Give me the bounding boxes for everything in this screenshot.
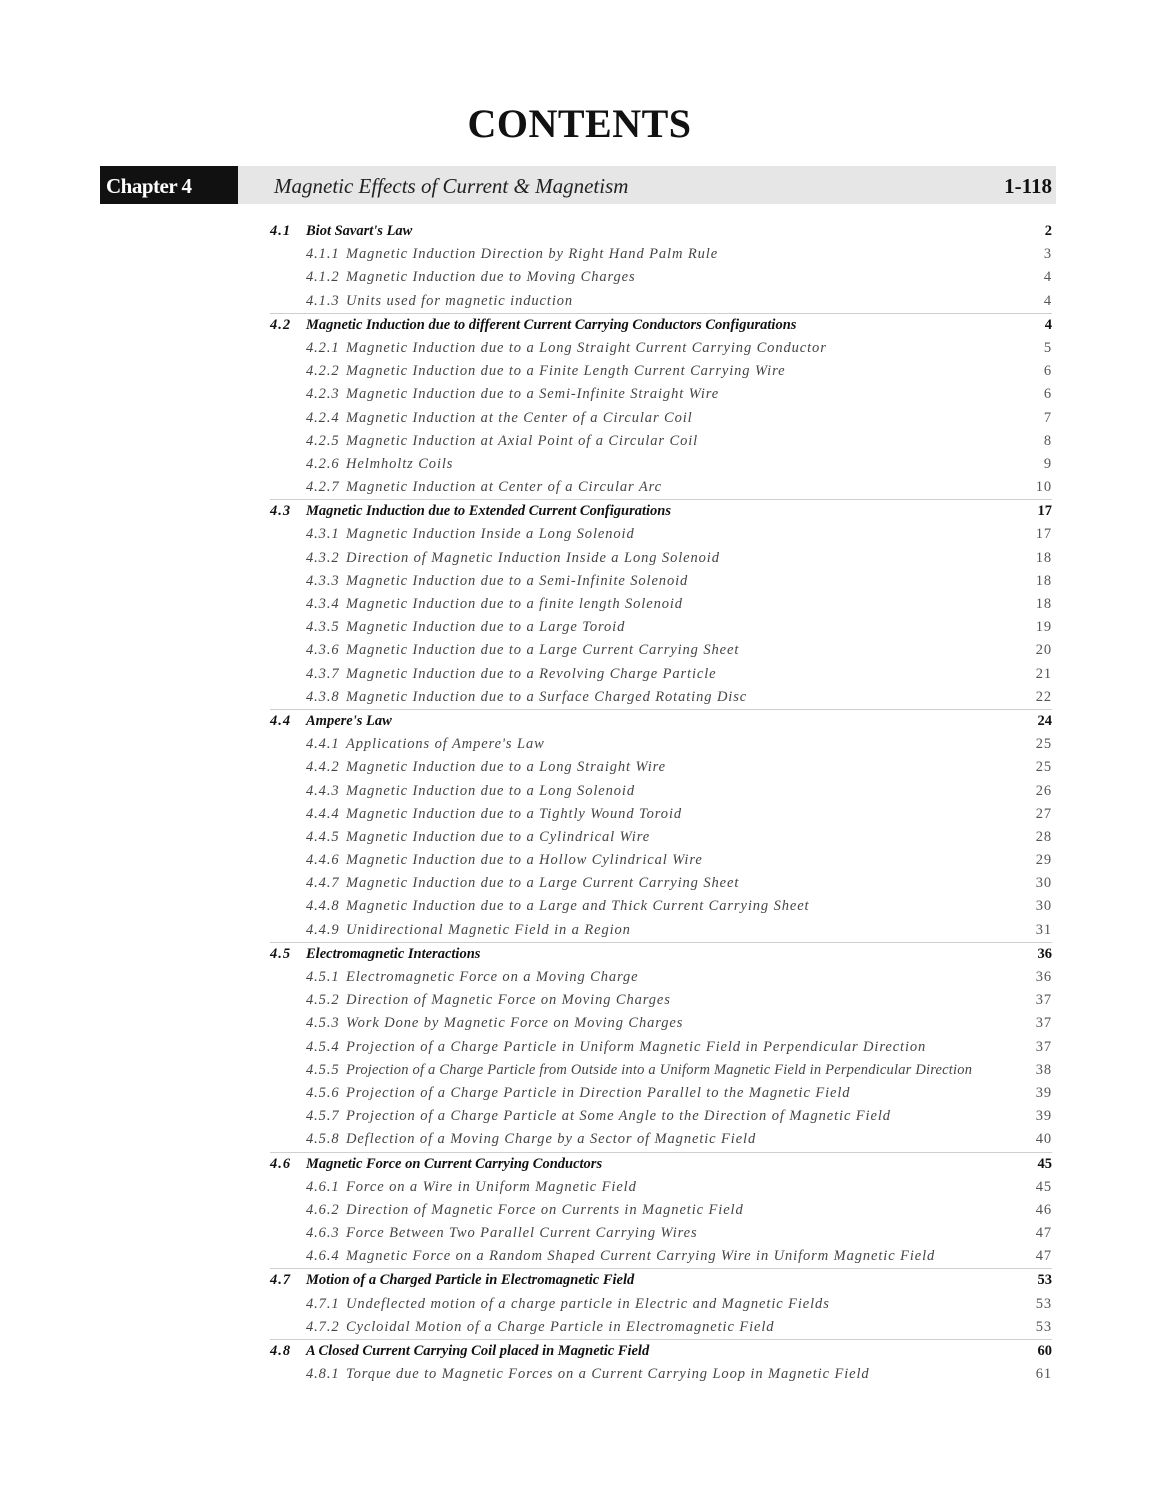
section-number: 4.7 (270, 1272, 292, 1289)
subsection-page: 7 (1043, 409, 1052, 426)
subsection-number: 4.2.6 (306, 455, 340, 472)
subsection-page: 38 (1035, 1061, 1052, 1078)
subsection-title: Magnetic Induction due to a Long Solenoid (346, 782, 636, 799)
subsection-title: Magnetic Induction due to a Finite Length Current Carrying Wire (346, 363, 786, 380)
subsection-page: 4 (1043, 292, 1052, 309)
section-page: 60 (1037, 1343, 1052, 1359)
subsection-title: Magnetic Induction at Center of a Circular Arc (346, 479, 662, 496)
toc-subsection-entry[interactable] (270, 1082, 1052, 1105)
toc-section-entry[interactable] (270, 1153, 1052, 1176)
toc-subsection-entry[interactable] (270, 266, 1052, 289)
subsection-number: 4.3.4 (306, 596, 340, 612)
section-title: Magnetic Force on Current Carrying Conductors (306, 1155, 603, 1172)
subsection-number: 4.5.6 (306, 1084, 340, 1101)
toc-subsection-entry[interactable] (270, 476, 1052, 499)
section-number: 4.1 (270, 223, 292, 239)
subsection-page: 6 (1043, 363, 1052, 380)
toc-subsection-entry[interactable] (270, 1105, 1052, 1128)
toc-subsection-entry[interactable] (270, 663, 1052, 686)
subsection-number: 4.8.1 (306, 1366, 340, 1383)
toc-subsection-entry[interactable] (270, 616, 1052, 639)
subsection-number: 4.4.7 (306, 875, 340, 892)
toc-section-entry[interactable] (270, 500, 1052, 523)
subsection-page: 20 (1035, 642, 1052, 659)
toc-subsection-entry[interactable] (270, 989, 1052, 1012)
toc-section (270, 314, 1052, 501)
toc-section-entry[interactable] (270, 1269, 1052, 1292)
subsection-title: Units used for magnetic induction (346, 292, 574, 309)
toc-subsection-entry[interactable] (270, 1059, 1052, 1082)
subsection-number: 4.4.9 (306, 921, 340, 938)
subsection-page: 5 (1043, 339, 1052, 356)
subsection-title: Projection of a Charge Particle from Outside into a Uniform Magnetic Field in Perpendicular Direction (346, 1061, 973, 1078)
subsection-title: Helmholtz Coils (346, 455, 454, 472)
toc-section (270, 1269, 1052, 1340)
subsection-page: 40 (1035, 1131, 1052, 1148)
subsection-title: Force on a Wire in Uniform Magnetic Field (346, 1178, 637, 1195)
section-page: 4 (1044, 316, 1052, 333)
subsection-page: 18 (1035, 572, 1052, 589)
toc-subsection-entry[interactable] (270, 849, 1052, 872)
subsection-number: 4.3.1 (306, 526, 340, 543)
subsection-title: Magnetic Induction Inside a Long Solenoid (346, 526, 635, 543)
subsection-number: 4.3.8 (306, 688, 340, 705)
toc-subsection-entry[interactable] (270, 1128, 1052, 1151)
subsection-number: 4.3.7 (306, 665, 340, 682)
subsection-number: 4.4.5 (306, 828, 340, 845)
subsection-number: 4.3.3 (306, 572, 340, 589)
subsection-number: 4.7.1 (306, 1295, 340, 1312)
section-title: Biot Savart's Law (306, 223, 413, 239)
subsection-title: Magnetic Induction Direction by Right Hand Palm Rule (346, 246, 719, 263)
subsection-title: Direction of Magnetic Force on Moving Charges (346, 992, 671, 1009)
subsection-title: Magnetic Induction due to a Tightly Wound Toroid (346, 805, 683, 822)
subsection-number: 4.2.5 (306, 432, 340, 449)
subsection-page: 18 (1035, 549, 1052, 566)
toc-subsection-entry[interactable] (270, 453, 1052, 476)
section-page: 45 (1037, 1155, 1052, 1172)
subsection-title: Undeflected motion of a charge particle in Electric and Magnetic Fields (346, 1295, 830, 1312)
toc-subsection-entry[interactable] (270, 1199, 1052, 1222)
subsection-page: 37 (1035, 992, 1052, 1009)
chapter-label: Chapter 4 (100, 166, 238, 204)
toc-section-entry[interactable] (270, 943, 1052, 966)
toc-subsection-entry[interactable] (270, 1036, 1052, 1059)
subsection-title: Magnetic Induction due to a finite length Solenoid (346, 596, 683, 612)
toc-subsection-entry[interactable] (270, 733, 1052, 756)
subsection-title: Magnetic Induction due to a Large Current Carrying Sheet (346, 875, 740, 892)
subsection-number: 4.4.6 (306, 852, 340, 869)
subsection-number: 4.5.1 (306, 969, 340, 985)
section-number: 4.4 (270, 712, 292, 729)
subsection-title: Magnetic Induction due to a Large Toroid (346, 619, 626, 636)
toc-subsection-entry[interactable] (270, 803, 1052, 826)
subsection-page: 19 (1035, 619, 1052, 636)
section-title: Magnetic Induction due to Extended Current Configurations (306, 503, 671, 520)
subsection-page: 28 (1035, 828, 1052, 845)
toc-subsection-entry[interactable] (270, 639, 1052, 662)
subsection-number: 4.2.7 (306, 479, 340, 496)
toc-subsection-entry[interactable] (270, 1222, 1052, 1245)
subsection-page: 37 (1035, 1038, 1052, 1055)
subsection-title: Electromagnetic Force on a Moving Charge (346, 969, 639, 985)
subsection-title: Magnetic Induction at the Center of a Circular Coil (346, 409, 693, 426)
section-page: 2 (1044, 223, 1052, 239)
subsection-page: 6 (1043, 386, 1052, 403)
toc-section-entry[interactable] (270, 1340, 1052, 1363)
toc-subsection-entry[interactable] (270, 383, 1052, 406)
chapter-page-range: 1-118 (1004, 174, 1052, 198)
section-title: Motion of a Charged Particle in Electromagnetic Field (306, 1272, 635, 1289)
subsection-page: 31 (1035, 921, 1052, 938)
subsection-number: 4.2.4 (306, 409, 340, 426)
subsection-page: 61 (1035, 1366, 1052, 1383)
subsection-number: 4.6.2 (306, 1201, 340, 1218)
subsection-page: 53 (1035, 1318, 1052, 1335)
subsection-title: Magnetic Induction due to a Semi-Infinite Straight Wire (346, 386, 720, 403)
toc-subsection-entry[interactable] (270, 966, 1052, 989)
subsection-number: 4.3.5 (306, 619, 340, 636)
subsection-number: 4.2.2 (306, 363, 340, 380)
subsection-number: 4.4.4 (306, 805, 340, 822)
subsection-title: Magnetic Induction due to Moving Charges (346, 269, 636, 286)
toc-subsection-entry[interactable] (270, 1012, 1052, 1035)
subsection-title: Applications of Ampere's Law (346, 736, 545, 753)
subsection-page: 21 (1035, 665, 1052, 682)
chapter-title: Magnetic Effects of Current & Magnetism (274, 174, 629, 198)
subsection-number: 4.5.4 (306, 1038, 340, 1055)
subsection-page: 26 (1035, 782, 1052, 799)
toc-subsection-entry[interactable] (270, 570, 1052, 593)
toc-section (270, 500, 1052, 710)
subsection-page: 27 (1035, 805, 1052, 822)
subsection-number: 4.5.3 (306, 1015, 340, 1032)
subsection-page: 25 (1035, 736, 1052, 753)
subsection-number: 4.6.1 (306, 1178, 340, 1195)
toc-section (270, 710, 1052, 943)
toc-subsection-entry[interactable] (270, 1363, 1052, 1386)
subsection-title: Projection of a Charge Particle in Uniform Magnetic Field in Perpendicular Direction (346, 1038, 927, 1055)
subsection-number: 4.1.2 (306, 269, 340, 286)
subsection-number: 4.1.1 (306, 246, 340, 263)
subsection-number: 4.2.1 (306, 339, 340, 356)
toc-subsection-entry[interactable] (270, 337, 1052, 360)
section-number: 4.6 (270, 1155, 292, 1172)
subsection-title: Torque due to Magnetic Forces on a Current Carrying Loop in Magnetic Field (346, 1366, 870, 1383)
toc-subsection-entry[interactable] (270, 1176, 1052, 1199)
subsection-page: 36 (1035, 969, 1052, 985)
subsection-page: 46 (1035, 1201, 1052, 1218)
subsection-title: Projection of a Charge Particle in Direction Parallel to the Magnetic Field (346, 1084, 851, 1101)
toc-subsection-entry[interactable] (270, 919, 1052, 942)
toc-subsection-entry[interactable] (270, 593, 1052, 616)
subsection-title: Magnetic Induction due to a Large and Thick Current Carrying Sheet (346, 898, 810, 915)
subsection-page: 9 (1043, 455, 1052, 472)
subsection-number: 4.5.2 (306, 992, 340, 1009)
toc-section-entry[interactable] (270, 314, 1052, 337)
subsection-title: Magnetic Induction at Axial Point of a Circular Coil (346, 432, 699, 449)
toc-subsection-entry[interactable] (270, 290, 1052, 313)
subsection-title: Magnetic Induction due to a Long Straight Wire (346, 759, 666, 776)
subsection-title: Force Between Two Parallel Current Carrying Wires (346, 1225, 698, 1242)
toc-subsection-entry[interactable] (270, 430, 1052, 453)
section-page: 24 (1037, 712, 1052, 729)
section-number: 4.5 (270, 945, 292, 962)
subsection-number: 4.4.3 (306, 782, 340, 799)
toc-subsection-entry[interactable] (270, 780, 1052, 803)
subsection-title: Magnetic Force on a Random Shaped Current Carrying Wire in Uniform Magnetic Field (346, 1248, 936, 1265)
subsection-page: 39 (1035, 1108, 1052, 1125)
subsection-page: 37 (1035, 1015, 1052, 1032)
toc-subsection-entry[interactable] (270, 895, 1052, 918)
subsection-page: 25 (1035, 759, 1052, 776)
subsection-title: Deflection of a Moving Charge by a Sector of Magnetic Field (346, 1131, 757, 1148)
subsection-page: 4 (1043, 269, 1052, 286)
subsection-number: 4.5.7 (306, 1108, 340, 1125)
subsection-page: 8 (1043, 432, 1052, 449)
subsection-number: 4.4.8 (306, 898, 340, 915)
subsection-page: 53 (1035, 1295, 1052, 1312)
toc-subsection-entry[interactable] (270, 826, 1052, 849)
section-page: 17 (1037, 503, 1052, 520)
section-title: Magnetic Induction due to different Current Carrying Conductors Configurations (306, 316, 797, 333)
toc-section (270, 943, 1052, 1153)
subsection-page: 47 (1035, 1248, 1052, 1265)
chapter-title-bar (238, 166, 1056, 204)
subsection-page: 47 (1035, 1225, 1052, 1242)
subsection-title: Magnetic Induction due to a Semi-Infinite Solenoid (346, 572, 689, 589)
toc-subsection-entry[interactable] (270, 1245, 1052, 1268)
subsection-title: Direction of Magnetic Induction Inside a Long Solenoid (346, 549, 720, 566)
toc-subsection-entry[interactable] (270, 756, 1052, 779)
toc-section (270, 1153, 1052, 1270)
subsection-page: 17 (1035, 526, 1052, 543)
section-title: A Closed Current Carrying Coil placed in Magnetic Field (306, 1343, 650, 1359)
section-number: 4.2 (270, 316, 292, 333)
toc-subsection-entry[interactable] (270, 547, 1052, 570)
toc-section-entry[interactable] (270, 220, 1052, 243)
subsection-title: Magnetic Induction due to a Revolving Charge Particle (346, 665, 717, 682)
section-title: Ampere's Law (306, 712, 392, 729)
subsection-page: 3 (1043, 246, 1052, 263)
subsection-page: 29 (1035, 852, 1052, 869)
subsection-title: Direction of Magnetic Force on Currents in Magnetic Field (346, 1201, 744, 1218)
section-number: 4.3 (270, 503, 292, 520)
toc-section-entry[interactable] (270, 710, 1052, 733)
table-of-contents (270, 220, 1052, 1386)
subsection-title: Magnetic Induction due to a Long Straight Current Carrying Conductor (346, 339, 827, 356)
toc-subsection-entry[interactable] (270, 523, 1052, 546)
subsection-page: 30 (1035, 898, 1052, 915)
toc-subsection-entry[interactable] (270, 872, 1052, 895)
subsection-title: Magnetic Induction due to a Surface Charged Rotating Disc (346, 688, 748, 705)
subsection-page: 30 (1035, 875, 1052, 892)
section-title: Electromagnetic Interactions (306, 945, 481, 962)
subsection-number: 4.4.1 (306, 736, 340, 753)
subsection-page: 39 (1035, 1084, 1052, 1101)
section-page: 36 (1037, 945, 1052, 962)
toc-subsection-entry[interactable] (270, 360, 1052, 383)
subsection-number: 4.5.5 (306, 1061, 340, 1078)
subsection-number: 4.3.2 (306, 549, 340, 566)
page-title: CONTENTS (467, 101, 692, 146)
section-number: 4.8 (270, 1343, 292, 1359)
subsection-number: 4.3.6 (306, 642, 340, 659)
toc-subsection-entry[interactable] (270, 243, 1052, 266)
toc-subsection-entry[interactable] (270, 686, 1052, 709)
subsection-page: 10 (1035, 479, 1052, 496)
chapter-header (100, 166, 1056, 204)
subsection-number: 4.6.4 (306, 1248, 340, 1265)
subsection-number: 4.2.3 (306, 386, 340, 403)
subsection-page: 18 (1035, 596, 1052, 612)
toc-subsection-entry[interactable] (270, 1316, 1052, 1339)
subsection-page: 45 (1035, 1178, 1052, 1195)
subsection-number: 4.4.2 (306, 759, 340, 776)
subsection-title: Magnetic Induction due to a Hollow Cylindrical Wire (346, 852, 703, 869)
subsection-title: Work Done by Magnetic Force on Moving Charges (346, 1015, 684, 1032)
toc-section (270, 220, 1052, 314)
toc-subsection-entry[interactable] (270, 407, 1052, 430)
subsection-title: Magnetic Induction due to a Large Current Carrying Sheet (346, 642, 740, 659)
subsection-title: Cycloidal Motion of a Charge Particle in Electromagnetic Field (346, 1318, 775, 1335)
subsection-title: Projection of a Charge Particle at Some Angle to the Direction of Magnetic Field (346, 1108, 891, 1125)
subsection-number: 4.6.3 (306, 1225, 340, 1242)
subsection-number: 4.1.3 (306, 292, 340, 309)
subsection-title: Magnetic Induction due to a Cylindrical Wire (346, 828, 651, 845)
subsection-number: 4.5.8 (306, 1131, 340, 1148)
subsection-title: Unidirectional Magnetic Field in a Region (346, 921, 631, 938)
toc-section (270, 1340, 1052, 1386)
section-page: 53 (1037, 1272, 1052, 1289)
subsection-page: 22 (1035, 688, 1052, 705)
subsection-number: 4.7.2 (306, 1318, 340, 1335)
toc-subsection-entry[interactable] (270, 1293, 1052, 1316)
